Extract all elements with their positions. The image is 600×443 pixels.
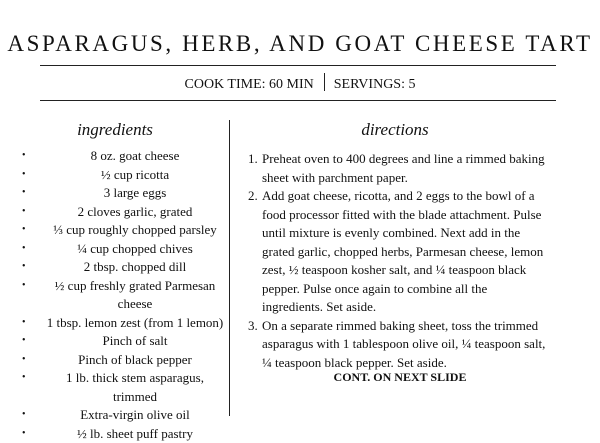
ingredient-item	[18, 203, 226, 222]
bullet-icon: •	[22, 258, 26, 277]
ingredient-text: Extra-virgin olive oil	[80, 407, 190, 422]
step-number: 3.	[248, 317, 258, 336]
ingredient-text: 8 oz. goat cheese	[91, 148, 180, 163]
ingredient-text: ½ lb. sheet puff pastry	[77, 426, 193, 441]
bullet-icon: •	[22, 166, 26, 185]
ingredient-item	[18, 240, 226, 259]
servings: SERVINGS: 5	[334, 77, 416, 92]
ingredient-item	[18, 221, 226, 240]
bottom-divider	[40, 100, 556, 101]
ingredient-item	[18, 406, 226, 425]
ingredient-text: 1 tbsp. lemon zest (from 1 lemon)	[47, 315, 224, 330]
continuation-note: CONT. ON NEXT SLIDE	[260, 369, 540, 385]
ingredient-text: 1 lb. thick stem asparagus, trimmed	[66, 370, 204, 404]
column-divider	[229, 120, 230, 416]
ingredient-item	[18, 184, 226, 203]
top-divider	[40, 65, 556, 66]
bullet-icon: •	[22, 425, 26, 443]
cook-time: COOK TIME: 60 MIN	[185, 77, 314, 92]
ingredient-item	[18, 147, 226, 166]
meta-separator	[324, 73, 325, 91]
step-text: Add goat cheese, ricotta, and 2 eggs to the bowl of a food processor fitted with the blade attachment. Pulse until mixture is evenly combined. Next add in the grated garlic, chopped herbs, Parmesan cheese, lemon zest, ½ teaspoon kosher salt, and ¼ teaspoon black pepper. Pulse once again to combine all the ingredients. Set aside.	[262, 188, 543, 314]
recipe-title: ASPARAGUS, HERB, AND GOAT CHEESE TART	[0, 30, 600, 58]
ingredient-item	[18, 277, 226, 314]
bullet-icon: •	[22, 369, 26, 388]
direction-step	[248, 317, 548, 373]
directions-heading: directions	[300, 120, 490, 140]
ingredient-text: ⅓ cup roughly chopped parsley	[53, 222, 217, 237]
ingredient-text: Pinch of salt	[103, 333, 168, 348]
bullet-icon: •	[22, 277, 26, 296]
bullet-icon: •	[22, 332, 26, 351]
bullet-icon: •	[22, 351, 26, 370]
ingredient-item	[18, 166, 226, 185]
step-text: Preheat oven to 400 degrees and line a rimmed baking sheet with parchment paper.	[262, 151, 545, 185]
ingredient-item	[18, 332, 226, 351]
ingredient-item	[18, 258, 226, 277]
ingredient-text: 3 large eggs	[104, 185, 167, 200]
ingredient-text: 2 cloves garlic, grated	[78, 204, 193, 219]
bullet-icon: •	[22, 314, 26, 333]
ingredients-list	[18, 147, 226, 443]
bullet-icon: •	[22, 147, 26, 166]
ingredient-text: ½ cup freshly grated Parmesan cheese	[55, 278, 216, 312]
step-text: On a separate rimmed baking sheet, toss the trimmed asparagus with 1 tablespoon olive oil, ¼ teaspoon salt, ¼ teaspoon black pepper. Set aside.	[262, 318, 545, 370]
ingredient-item	[18, 351, 226, 370]
ingredient-text: ½ cup ricotta	[101, 167, 169, 182]
ingredient-text: Pinch of black pepper	[78, 352, 192, 367]
bullet-icon: •	[22, 406, 26, 425]
ingredient-text: ¼ cup chopped chives	[77, 241, 193, 256]
recipe-meta	[0, 73, 600, 94]
bullet-icon: •	[22, 221, 26, 240]
step-number: 2.	[248, 187, 258, 206]
ingredients-heading: ingredients	[30, 120, 200, 140]
ingredient-item	[18, 369, 226, 406]
bullet-icon: •	[22, 184, 26, 203]
bullet-icon: •	[22, 240, 26, 259]
directions-list	[248, 150, 548, 372]
ingredient-item	[18, 425, 226, 443]
step-number: 1.	[248, 150, 258, 169]
ingredient-text: 2 tbsp. chopped dill	[84, 259, 187, 274]
bullet-icon: •	[22, 203, 26, 222]
direction-step	[248, 187, 548, 317]
ingredient-item	[18, 314, 226, 333]
direction-step	[248, 150, 548, 187]
